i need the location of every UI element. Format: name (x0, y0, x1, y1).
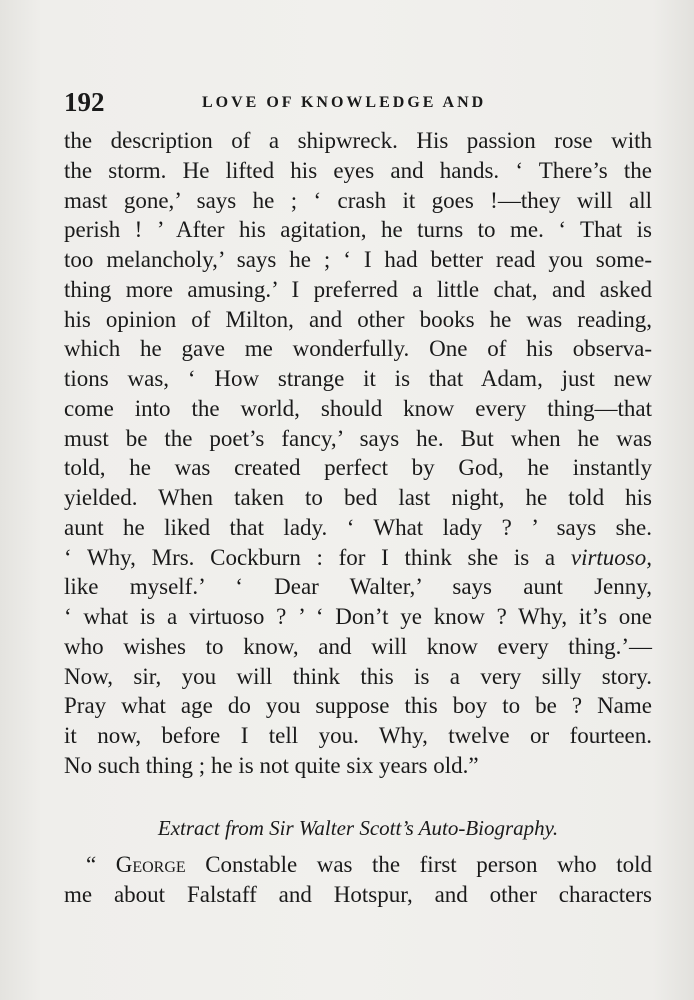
text-line: thing more amusing.’ I preferred a little chat, and asked (64, 276, 652, 302)
text-line: too melancholy,’ says he ; ‘ I had better read you some- (64, 247, 652, 272)
text-line: it now, before I tell you. Why, twelve or fourteen. (64, 723, 652, 748)
text-segment: ‘ Why, Mrs. Cockburn : for I think she is a (64, 544, 571, 570)
section-heading: Extract from Sir Walter Scott’s Auto-Biography. (157, 816, 559, 840)
text-line: come into the world, should know every thing—that (64, 395, 652, 421)
text-line: me about Falstaff and Hotspur, and other characters (64, 881, 652, 907)
text-line: yielded. When taken to bed last night, he told his (64, 485, 652, 510)
drop-word: George (115, 852, 186, 877)
text-segment: Constable was the first person who told (185, 852, 652, 877)
text-line: perish ! ’ After his agitation, he turns to me. ‘ That is (64, 217, 652, 243)
text-line: who wishes to know, and will know every thing.’— (64, 633, 652, 659)
text-line-with-italic (64, 543, 652, 573)
paragraph-letter (64, 126, 652, 781)
text-line: No such thing ; he is not quite six years old.” (64, 752, 479, 778)
text-line: ‘ what is a virtuoso ? ’ ‘ Don’t ye know ? Why, it’s one (64, 604, 652, 629)
text-line: his opinion of Milton, and other books he was reading, (64, 306, 652, 332)
running-title: LOVE OF KNOWLEDGE AND (202, 94, 487, 111)
italic-word: virtuoso, (570, 544, 652, 570)
text-line: Pray what age do you suppose this boy to be ? Name (64, 693, 652, 719)
text-line: told, he was created perfect by God, he instantly (64, 455, 652, 481)
text-line (64, 850, 652, 880)
running-head (64, 84, 654, 120)
text-line: Now, sir, you will think this is a very silly story. (64, 663, 652, 689)
text-line: like myself.’ ‘ Dear Walter,’ says aunt Jenny, (64, 574, 652, 600)
text-line: mast gone,’ says he ; ‘ crash it goes !—they will all (64, 187, 652, 213)
text-line: must be the poet’s fancy,’ says he. But when he was (64, 425, 652, 451)
page-number: 192 (64, 87, 105, 117)
opening-quote: “ (86, 852, 116, 877)
text-line: the description of a shipwreck. His passion rose with (64, 128, 652, 153)
paragraph-extract (64, 850, 652, 910)
text-line: which he gave me wonderfully. One of his observa- (64, 336, 652, 362)
text-line: the storm. He lifted his eyes and hands. ‘ There’s the (64, 157, 652, 183)
text-line: aunt he liked that lady. ‘ What lady ? ’ says she. (64, 514, 652, 540)
text-line: tions was, ‘ How strange it is that Adam, just new (64, 366, 652, 391)
